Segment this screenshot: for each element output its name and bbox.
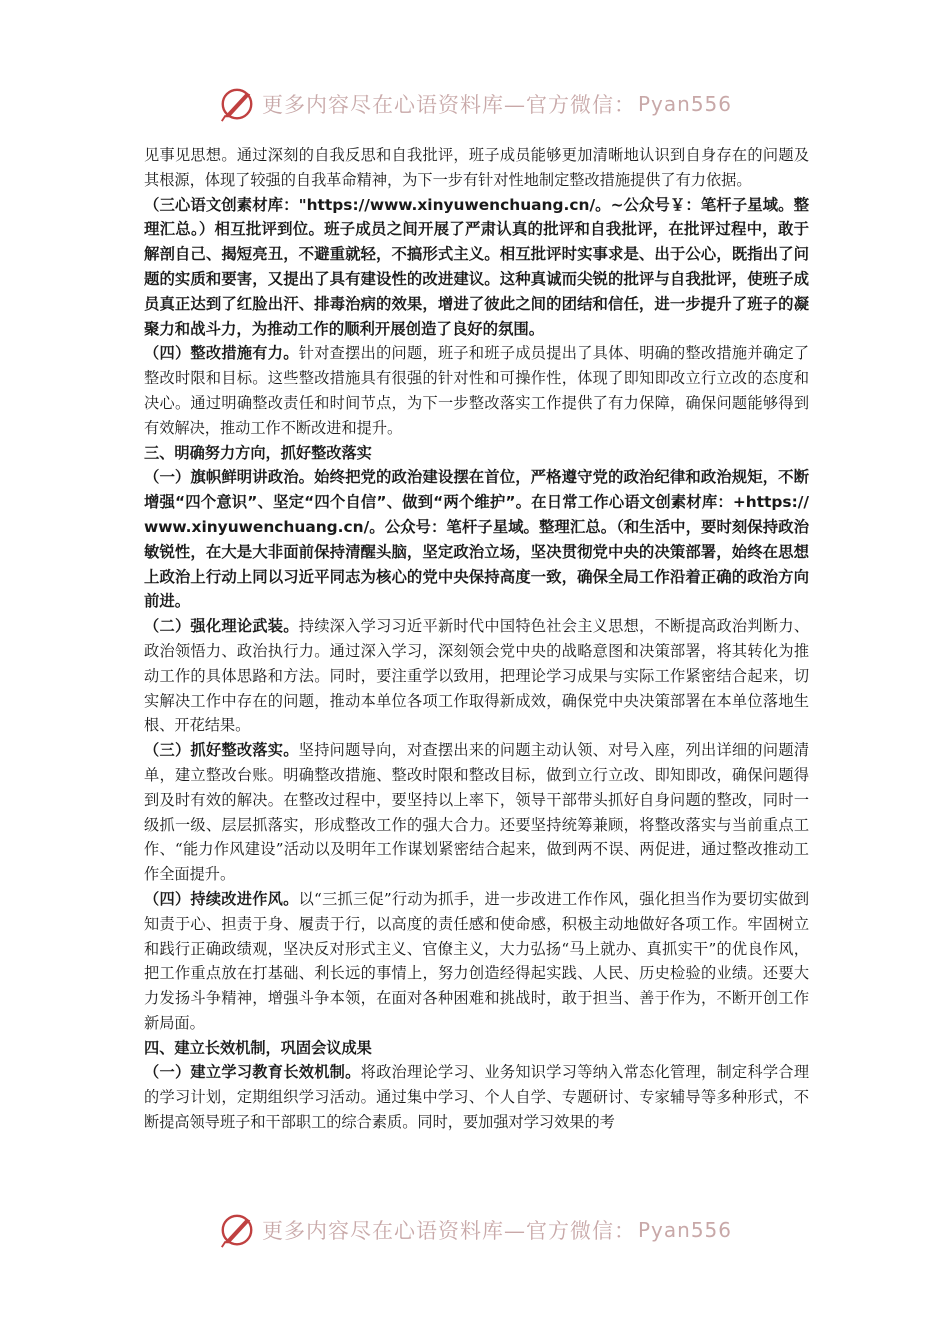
- footer-watermark: [0, 1208, 950, 1252]
- paragraph-2: （三心语文创素材库："https://www.xinyuwenchuang.cn/。~公众号￥：笔杆子星域。整理汇总。）相互批评到位。班子成员之间开展了严肃认真的批评和自我批评，在批评过程中，敢于解剖自己、揭短亮丑，不避重就轻，不搞形式主义。相互批评时实事求是、出于公心，既指出了问题的实质和要害，又提出了具有建设性的改进建议。这种真诚而尖锐的批评与自我批评，使班子成员真正达到了红脸出汗、排毒治病的效果，增进了彼此之间的团结和信任，进一步提升了班子的凝聚力和战斗力，为推动工作的顺利开展创造了良好的氛围。: [144, 195, 809, 338]
- paragraph-lead: （四）持续改进作风。: [144, 889, 299, 908]
- paragraph-lead: （一）建立学习教育长效机制。: [144, 1063, 361, 1082]
- paragraph-10: （一）建立学习教育长效机制。将政治理论学习、业务知识学习等纳入常态化管理，制定科学合理的学习计划，定期组织学习活动。通过集中学习、个人自学、专题研讨、专家辅导等多种形式，不断提高领导班子和干部职工的综合素质。同时，要加强对学习效果的考: [144, 1063, 810, 1132]
- document-body: [144, 143, 809, 1135]
- paragraph-7: （三）抓好整改落实。坚持问题导向，对查摆出来的问题主动认领、对号入座，列出详细的问题清单，建立整改台账。明确整改措施、整改时限和整改目标，做到立行立改、即知即改，确保问题得到及时有效的解决。在整改过程中，要坚持以上率下，领导干部带头抓好自身问题的整改，同时一级抓一级、层层抓落实，形成整改工作的强大合力。还要坚持统筹兼顾，将整改落实与当前重点工作、“能力作风建设”活动以及明年工作谋划紧密结合起来，做到两不误、两促进，通过整改推动工作全面提升。: [144, 741, 810, 884]
- paragraph-lead: （二）强化理论武装。: [144, 617, 299, 636]
- banner-text: 更多内容尽在心语资料库—官方微信：: [261, 1219, 636, 1243]
- paragraph-1: 见事见思想。通过深刻的自我反思和自我批评，班子成员能够更加清晰地认识到自身存在的问题及其根源，体现了较强的自我革命精神，为下一步有针对性地制定整改措施提供了有力依据。: [144, 146, 809, 189]
- section-heading-4: 四、建立长效机制，巩固会议成果: [144, 1038, 372, 1057]
- quill-logo-icon: [218, 1211, 256, 1249]
- paragraph-6: （二）强化理论武装。持续深入学习习近平新时代中国特色社会主义思想，不断提高政治判断力、政治领悟力、政治执行力。通过深入学习，深刻领会党中央的战略意图和决策部署，将其转化为推动工作的具体思路和方法。同时，要注重学以致用，把理论学习成果与实际工作紧密结合起来，切实解决工作中存在的问题，推动本单位各项工作取得新成效，确保党中央决策部署在本单位落地生根、开花结果。: [144, 617, 810, 735]
- paragraph-lead: （三）抓好整改落实。: [144, 741, 299, 760]
- paragraph-5: （一）旗帜鲜明讲政治。始终把党的政治建设摆在首位，严格遵守党的政治纪律和政治规矩，不断增强“四个意识”、坚定“四个自信”、做到“两个维护”。在日常工作心语文创素材库：+https://www.xinyuwenchuang.cn/。公众号：笔杆子星域。整理汇总。（和生活中，要时刻保持政治敏锐性，在大是大非面前保持清醒头脑，坚定政治立场，坚决贯彻党中央的决策部署，始终在思想上政治上行动上同以习近平同志为核心的党中央保持高度一致，确保全局工作沿着正确的政治方向前进。: [144, 468, 809, 611]
- banner-wechat-id: Pyan556: [637, 92, 732, 116]
- banner-text: 更多内容尽在心语资料库—官方微信：: [261, 93, 636, 117]
- paragraph-8: （四）持续改进作风。以“三抓三促”行动为抓手，进一步改进工作作风，强化担当作为要切实做到知责于心、担责于身、履责于行，以高度的责任感和使命感，积极主动地做好各项工作。牢固树立和践行正确政绩观，坚决反对形式主义、官僚主义，大力弘扬“马上就办、真抓实干”的优良作风，把工作重点放在打基础、利长远的事情上，努力创造经得起实践、人民、历史检验的业绩。还要大力发扬斗争精神，增强斗争本领，在面对各种困难和挑战时，敢于担当、善于作为，不断开创工作新局面。: [144, 889, 810, 1032]
- quill-logo-icon: [218, 85, 256, 123]
- paragraph-lead: （四）整改措施有力。: [144, 344, 299, 363]
- paragraph-3: （四）整改措施有力。针对查摆出的问题，班子和班子成员提出了具体、明确的整改措施并确定了整改时限和目标。这些整改措施具有很强的针对性和可操作性，体现了即知即改立行立改的态度和决心。通过明确整改责任和时间节点，为下一步整改落实工作提供了有力保障，确保问题能够得到有效解决，推动工作不断改进和提升。: [144, 344, 810, 437]
- section-heading-3: 三、明确努力方向，抓好整改落实: [144, 443, 372, 462]
- header-watermark: [0, 82, 950, 126]
- banner-wechat-id: Pyan556: [637, 1218, 732, 1242]
